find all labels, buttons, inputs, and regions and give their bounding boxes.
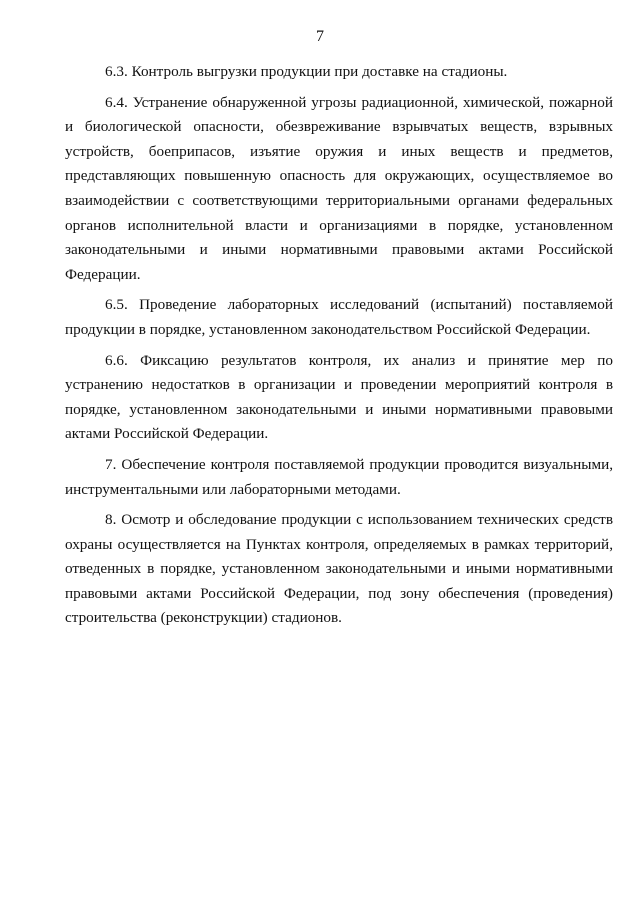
paragraph-6-6: 6.6. Фиксацию результатов контроля, их анализ и принятие мер по устранению недостатков в организации и проведении мероприятий контроля в порядке, установленном законодательными и иными нормативными правовыми актами Российской Федерации.: [65, 351, 613, 443]
paragraph-8: 8. Осмотр и обследование продукции с использованием технических средств охраны осуществляется на Пунктах контроля, определяемых в рамках территорий, отведенных в порядке, установленном законодательными и иными нормативными правовыми актами Российской Федерации, под зону обеспечения (проведения) строительства (реконструкции) стадионов.: [65, 511, 613, 627]
paragraph-6-3: 6.3. Контроль выгрузки продукции при доставке на стадионы.: [105, 63, 508, 80]
document-body: [65, 60, 613, 637]
page-number: 7: [316, 28, 324, 45]
paragraph-6-4: 6.4. Устранение обнаруженной угрозы радиационной, химической, пожарной и биологической опасности, обезвреживание взрывчатых веществ, взрывных устройств, боеприпасов, изъятие оружия и иных веществ и предметов, представляющих повышенную опасность для окружающих, осуществляемое во взаимодействии с соответствующими территориальными органами федеральных органов исполнительной власти и организациями в порядке, установленном законодательными и иными нормативными правовыми актами Российской Федерации.: [65, 93, 613, 283]
paragraph-7: 7. Обеспечение контроля поставляемой продукции проводится визуальными, инструментальными или лабораторными методами.: [65, 455, 613, 498]
paragraph-6-5: 6.5. Проведение лабораторных исследований (испытаний) поставляемой продукции в порядке, установленном законодательством Российской Федерации.: [65, 296, 613, 338]
